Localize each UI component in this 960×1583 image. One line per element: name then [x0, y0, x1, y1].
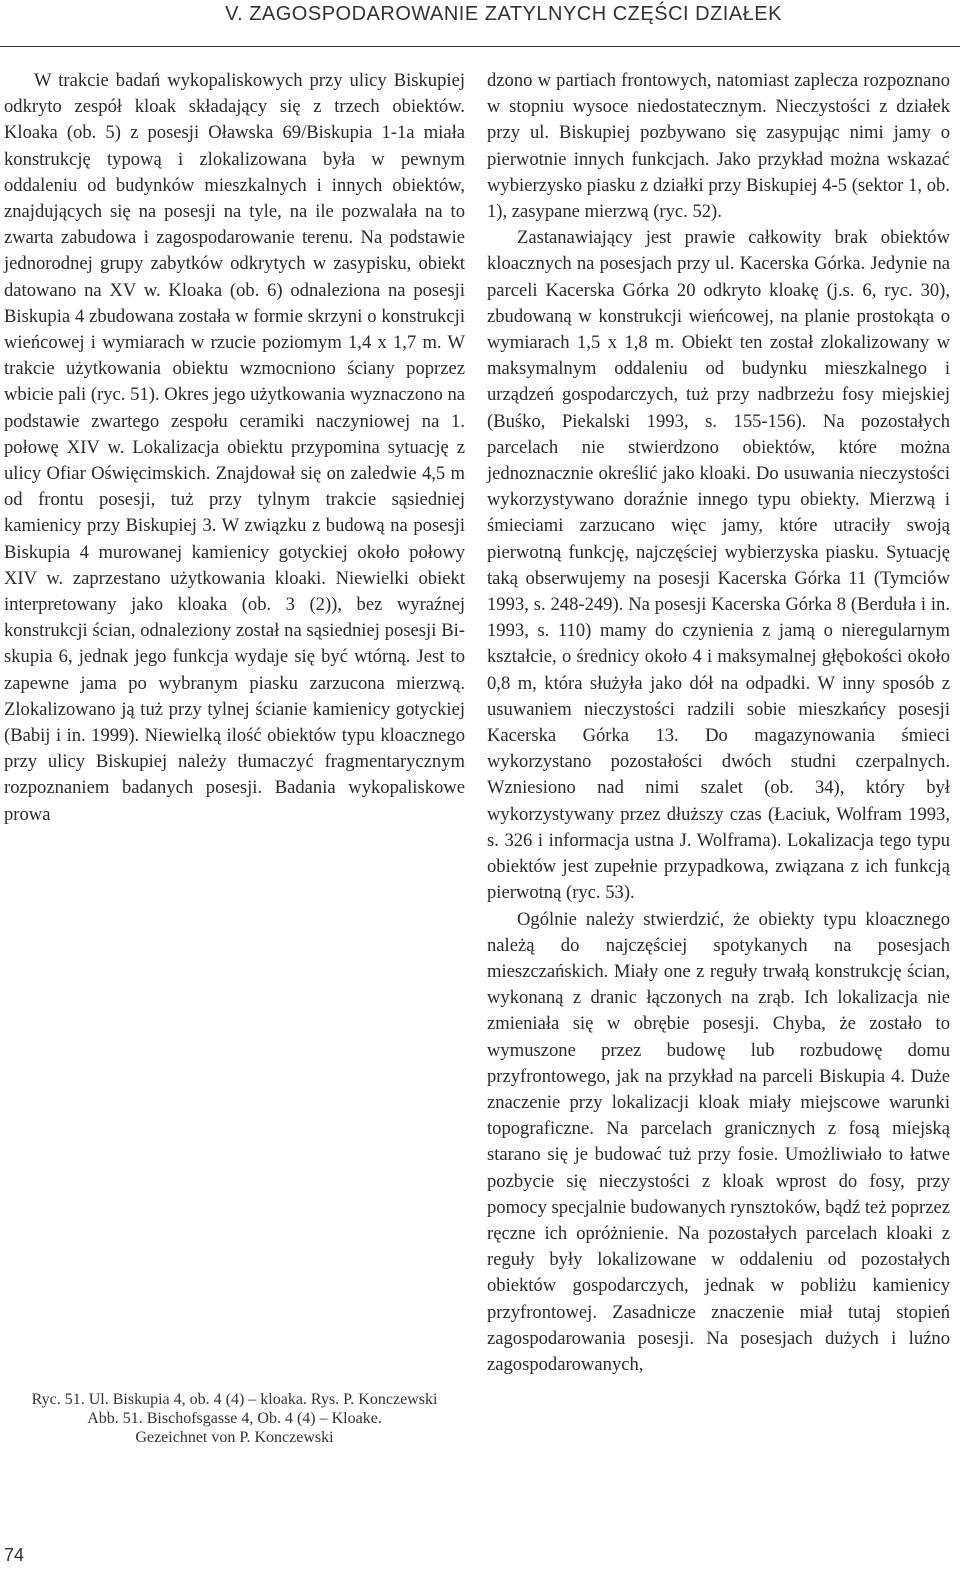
caption-polish: Ryc. 51. Ul. Biskupia 4, ob. 4 (4) – kloaka. Rys. P. Konczewski	[31, 1391, 438, 1408]
right-column	[487, 68, 950, 1378]
figure-caption	[4, 1390, 465, 1447]
running-header	[0, 0, 960, 47]
right-paragraph-3: Ogólnie należy stwierdzić, że obiekty typu kloacznego należą do najczęściej spotykanych na posesjach mieszczańskich. Miały one z reguły trwałą konstrukcję ścian, wykonaną z dranic łączonych na zrąb. Ich lokalizacja nie zmieniała się w obrębie posesji. Chyba, że zostało to wymuszone przez budowę lub rozbudowę domu przyfrontowego, jak na przykład na parceli Biskupia 4. Duże znaczenie przy lokalizacji kloak miały miejscowe warunki topograficzne. Na parcelach granicznych z fosą miejską starano się je budować tuż przy fosie. Umożliwiało to łatwe pozbycie się nieczystości z kloak wprost do fosy, przy pomocy specjalnie budowanych rynsztoków, bądź też poprzez ręczne ich opróżnienie. Na pozostałych parcelach kloaki z reguły były lokalizowane w oddaleniu od pozostałych obiektów gospodarczych, jednak w pobliżu kamienicy przyfrontowej. Zasadnicze znaczenie miał tutaj stopień zagospodarowania posesji. Na posesjach dużych i luźno zagospodarowanych,	[487, 908, 950, 1375]
right-paragraph-2: Zastanawiający jest prawie całkowity brak obiektów kloacznych na posesjach przy ul. Kacerska Górka. Jedynie na parceli Kacerska Górka 20 odkryto kloakę (j.s. 6, ryc. 30), zbudowaną w konstrukcji wieńcowej, na planie prostokąta o wymiarach 1,5 x 1,8 m. Obiekt ten został zlokalizowany w maksymalnym oddaleniu od budynku mieszkalnego i urządzeń gospodarczych, tuż przy nadbrzeżu fosy miejskiej (Buśko, Piekalski 1993, s. 155-156). Na pozostałych parcelach nie stwierdzono obiektów, które można jednoznacznie określić jako kloaki. Do usuwania nieczystości wykorzystywano doraźnie innego typu obiekty. Mierzwą i śmieciami zarzucano więc jamy, które utraciły swoją pierwotną funkcję, najczęściej wybierzyska piasku. Sytuację taką obserwujemy na posesji Kacerska Górka 11 (Tymciów 1993, s. 248-249). Na posesji Kacerska Górka 8 (Berduła i in. 1993, s. 110) mamy do czynienia z jamą o nieregularnym kształcie, o średnicy około 4 i maksymalnej głębokości około 0,8 m, która służyła jako dół na odpadki. W inny sposób z usuwaniem nieczystości radzili sobie mieszkańcy posesji Kacerska Górka 13. Do magazynowania śmieci wykorzystano pozostałości dwóch studni czerpalnych. Wzniesiono nad nimi szalet (ob. 34), który był wykorzystywany przez dłuższy czas (Łaciuk, Wolfram 1993, s. 326 i informacja ustna J. Wolframa). Lokalizacja tego typu obiektów jest zupełnie przypadkowa, związana z ich funkcją pierwotną (ryc. 53).	[487, 227, 950, 904]
right-paragraph-1: dzono w partiach frontowych, natomiast zaplecza rozpoznano w stopniu wysoce niedostatecznym. Nieczystości z działek przy ul. Biskupiej pozbywano się zasypując nimi jamy o pierwotnie innych funkcjach. Jako przykład można wskazać wybierzysko piasku z działki przy Biskupiej 4-5 (sektor 1, ob. 1), zasypane mierzwą (ryc. 52).	[487, 70, 950, 223]
caption-german-credit: Gezeichnet von P. Konczewski	[135, 1429, 334, 1446]
caption-german: Abb. 51. Bischofsgasse 4, Ob. 4 (4) – Kloake.	[87, 1410, 382, 1427]
left-column	[4, 68, 465, 828]
figure-blank-area	[4, 902, 465, 1372]
left-paragraph-1: W trakcie badań wykopaliskowych przy ulicy Biskupiej odkryto zespół kloak składający się z trzech obiektów. Kloaka (ob. 5) z posesji Oławska 69/Biskupia 1-1a miała konstrukcję typową i zlokalizowana była w pewnym oddaleniu od budynków mieszkalnych i innych obiektów, znajdujących się na posesji na tyle, na ile pozwalała na to zwarta zabudowa i zagospodarowanie terenu. Na podstawie jednorodnej grupy zabytków odkrytych w zasypisku, obiekt datowano na XV w. Kloaka (ob. 6) odnaleziona na posesji Biskupia 4 zbudowana została w formie skrzyni o konstrukcji wieńcowej i wymiarach w rzucie poziomym 1,4 x 1,7 m. W trakcie użytkowania obiektu wzmocniono ściany poprzez wbicie pali (ryc. 51). Okres jego użytkowania wyznaczono na podstawie zwartego zespołu ceramiki naczyniowej na 1. połowę XIV w. Lokalizacja obiektu przypomina sytuację z ulicy Ofiar Oświęcimskich. Znajdował się on zaledwie 4,5 m od frontu posesji, tuż przy tylnym trakcie sąsiedniej kamienicy przy Biskupiej 3. W związku z budową na posesji Biskupia 4 murowanej kamienicy gotyckiej około połowy XIV w. zaprzestano użytkowania kloaki. Niewielki obiekt interpretowany jako kloaka (ob. 3 (2)), bez wyraźnej konstrukcji ścian, odnaleziony został na sąsiedniej posesji Biskupia 6, jednak jego funkcja wydaje się być wtórną. Jest to zapewne jama po wybranym piasku zarzucona mierzwą. Zlokalizowano ją tuż przy tylnej ścianie kamienicy gotyckiej (Babij i in. 1999). Niewielką ilość obiektów typu kloacznego przy ulicy Biskupiej należy tłumaczyć fragmentarycznym rozpoznaniem badanych posesji. Badania wykopaliskowe prowa	[4, 70, 465, 825]
chapter-title: V. ZAGOSPODAROWANIE ZATYLNYCH CZĘŚCI DZIAŁEK	[225, 3, 782, 25]
page-number: 74	[4, 1545, 25, 1565]
